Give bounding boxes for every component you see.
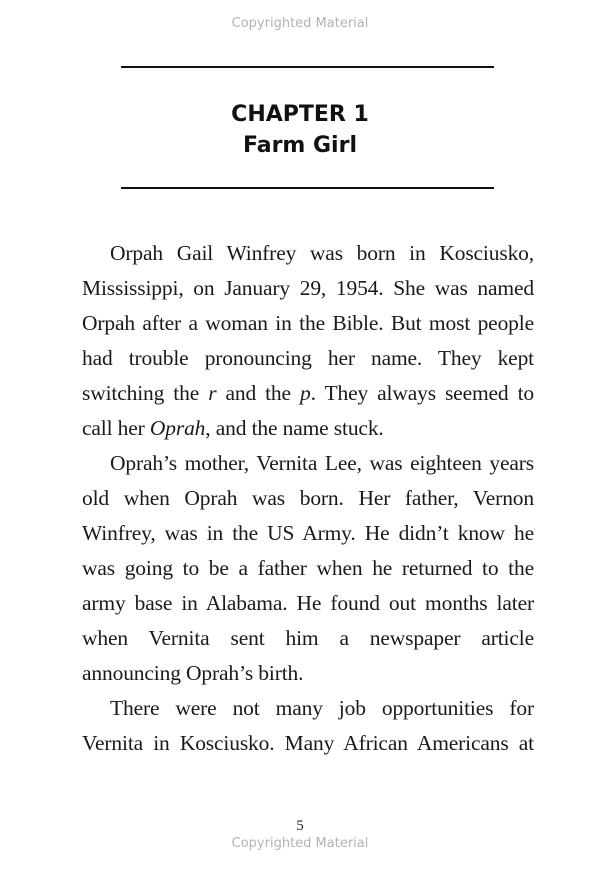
top-divider (121, 66, 494, 68)
paragraph-1-text-b: and the (216, 381, 300, 405)
watermark-top: Copyrighted Material (231, 16, 369, 31)
paragraph-3: There were not many job opportunities for Vernita in Kosciusko. Many African Americans at (82, 696, 534, 755)
bottom-divider (121, 187, 494, 189)
body-text (82, 236, 534, 761)
paragraph-2: Oprah’s mother, Vernita Lee, was eighteen years old when Oprah was born. Her father, Vernon Winfrey, was in the US Army. He didn’t know he was going to be a father when he returned to the army base in Alabama. He found out months later when Vernita sent him a newspaper article announcing Oprah’s birth. (82, 451, 534, 685)
chapter-title: Farm Girl (242, 133, 357, 158)
paragraph-1-text-c: . They always seemed to call her (82, 381, 535, 440)
italic-oprah: Oprah (149, 416, 206, 440)
italic-letter-r: r (208, 381, 217, 405)
paragraph-1-text-a: Orpah Gail Winfrey was born in Kosciusko, Mississippi, on January 29, 1954. She was named Orpah after a woman in the Bible. But most people had trouble pronouncing her name. They kept switching the (82, 241, 534, 405)
chapter-number: CHAPTER 1 (231, 102, 369, 127)
page-number: 5 (296, 818, 304, 834)
watermark-bottom: Copyrighted Material (231, 836, 369, 851)
italic-letter-p: p (299, 381, 311, 405)
paragraph-1 (82, 236, 534, 446)
paragraph-1-text-d: , and the name stuck. (205, 416, 384, 440)
